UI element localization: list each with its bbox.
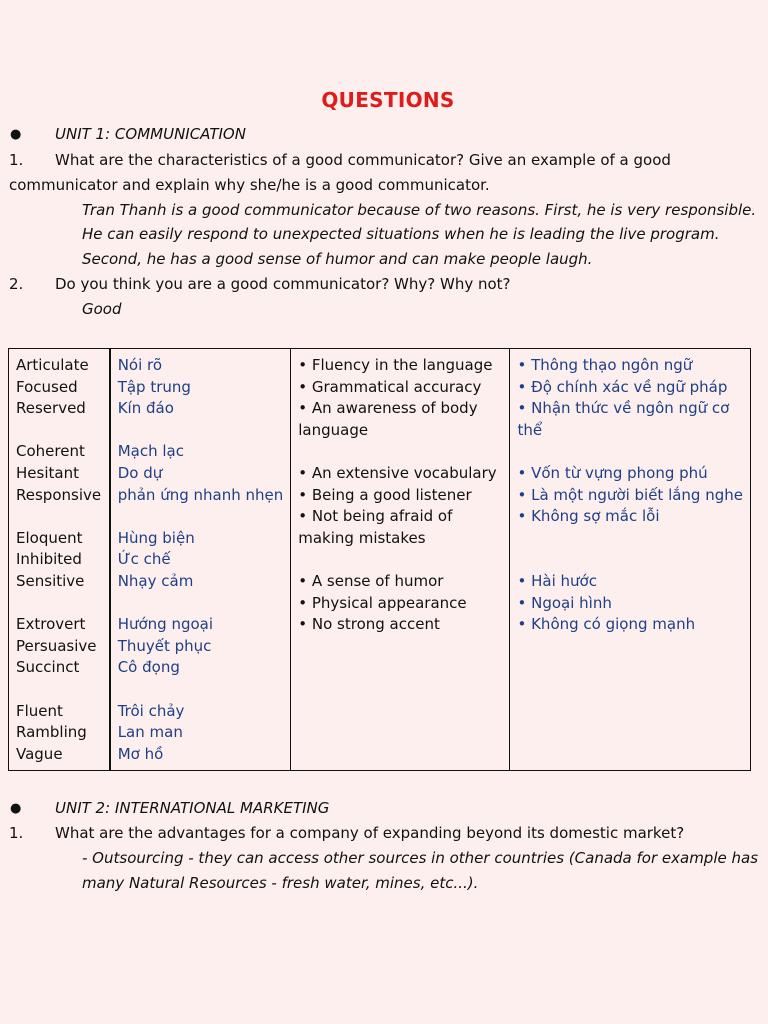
list-item: Trôi chảy	[117, 701, 185, 720]
list-item: • Not being afraid of making mistakes	[298, 507, 453, 547]
answer-line: - Outsourcing - they can access other sources in other countries (Canada for example has	[82, 849, 759, 867]
list-item: • Thông thạo ngôn ngữ	[517, 356, 693, 374]
answer-line: He can easily respond to unexpected situations when he is leading the live program.	[82, 225, 720, 243]
list-item: phản ứng nhanh nhẹn	[117, 485, 284, 504]
question-text: What are the advantages for a company of expanding beyond its domestic market?	[55, 824, 685, 842]
list-item: • Physical appearance	[298, 593, 467, 612]
list-item: Vague	[16, 744, 63, 763]
list-item: • Là một người biết lắng nghe	[517, 485, 743, 504]
list-item: Lan man	[117, 723, 183, 742]
list-item: Thuyết phục	[117, 636, 212, 655]
page-title: QUESTIONS	[321, 88, 455, 112]
adjectives-column	[9, 349, 110, 771]
list-item: Mơ hồ	[117, 744, 164, 763]
list-item: Reserved	[16, 399, 86, 418]
list-item: • Fluency in the language	[298, 356, 493, 374]
question-number: 1.	[9, 824, 24, 842]
list-item: Persuasive	[16, 636, 97, 655]
list-item: • Không sợ mắc lỗi	[517, 507, 660, 526]
list-item: Articulate	[16, 356, 89, 374]
answer-line: Good	[82, 300, 122, 318]
list-item: • Không có giọng mạnh	[517, 615, 696, 634]
list-item: Hùng biện	[117, 528, 195, 547]
list-item: Nói rõ	[117, 356, 163, 374]
question-text: What are the characteristics of a good communicator? Give an example of a good	[55, 151, 671, 169]
list-item: Sensitive	[16, 571, 85, 590]
list-item: • Vốn từ vựng phong phú	[517, 463, 708, 482]
list-item: • Nhận thức về ngôn ngữ cơ thể	[517, 399, 730, 439]
list-item: • Ngoại hình	[517, 593, 612, 612]
list-item: • Being a good listener	[298, 485, 472, 504]
list-item: • Hài hước	[517, 571, 597, 590]
list-item: Rambling	[16, 723, 87, 742]
list-item: Tập trung	[117, 377, 191, 396]
list-item: Kín đáo	[117, 399, 174, 418]
question-text-continued: communicator and explain why she/he is a good communicator.	[9, 176, 490, 194]
list-item: • A sense of humor	[298, 571, 444, 590]
question-text: Do you think you are a good communicator? Why? Why not?	[55, 275, 511, 293]
list-item: Fluent	[16, 701, 63, 720]
list-item: Coherent	[16, 442, 85, 461]
list-item: Cô đọng	[117, 658, 180, 677]
list-item: Do dự	[117, 463, 163, 482]
list-item: Focused	[16, 377, 78, 396]
list-item: • Grammatical accuracy	[298, 377, 482, 396]
list-item: Extrovert	[16, 615, 86, 634]
list-item: Eloquent	[16, 528, 83, 547]
question-number: 1.	[9, 151, 24, 169]
list-item: • An extensive vocabulary	[298, 463, 497, 482]
list-item: Responsive	[16, 485, 102, 504]
bullet-icon: ●	[10, 127, 22, 142]
list-item: Ức chế	[117, 550, 171, 569]
answer-line: many Natural Resources - fresh water, mines, etc...).	[82, 874, 479, 892]
list-item: • No strong accent	[298, 615, 440, 634]
list-item: Mạch lạc	[117, 442, 184, 461]
bullet-icon: ●	[10, 801, 22, 816]
answer-line: Tran Thanh is a good communicator because of two reasons. First, he is very responsible.	[82, 201, 757, 219]
list-item: • Độ chính xác về ngữ pháp	[517, 377, 728, 396]
vocabulary-table	[8, 348, 751, 771]
list-item: Hesitant	[16, 463, 79, 482]
unit2-heading: UNIT 2: INTERNATIONAL MARKETING	[55, 799, 330, 817]
list-item: Succinct	[16, 658, 80, 677]
list-item: • An awareness of body language	[298, 399, 478, 439]
question-number: 2.	[9, 275, 24, 293]
answer-line: Second, he has a good sense of humor and can make people laugh.	[82, 250, 593, 268]
qualities-translation-column	[510, 349, 751, 771]
list-item: Nhạy cảm	[117, 571, 194, 590]
qualities-column	[291, 349, 510, 771]
translations-column	[110, 349, 291, 771]
list-item: Inhibited	[16, 550, 82, 569]
list-item: Hướng ngoại	[117, 615, 214, 634]
unit1-heading: UNIT 1: COMMUNICATION	[55, 125, 246, 143]
table-row	[9, 349, 751, 771]
